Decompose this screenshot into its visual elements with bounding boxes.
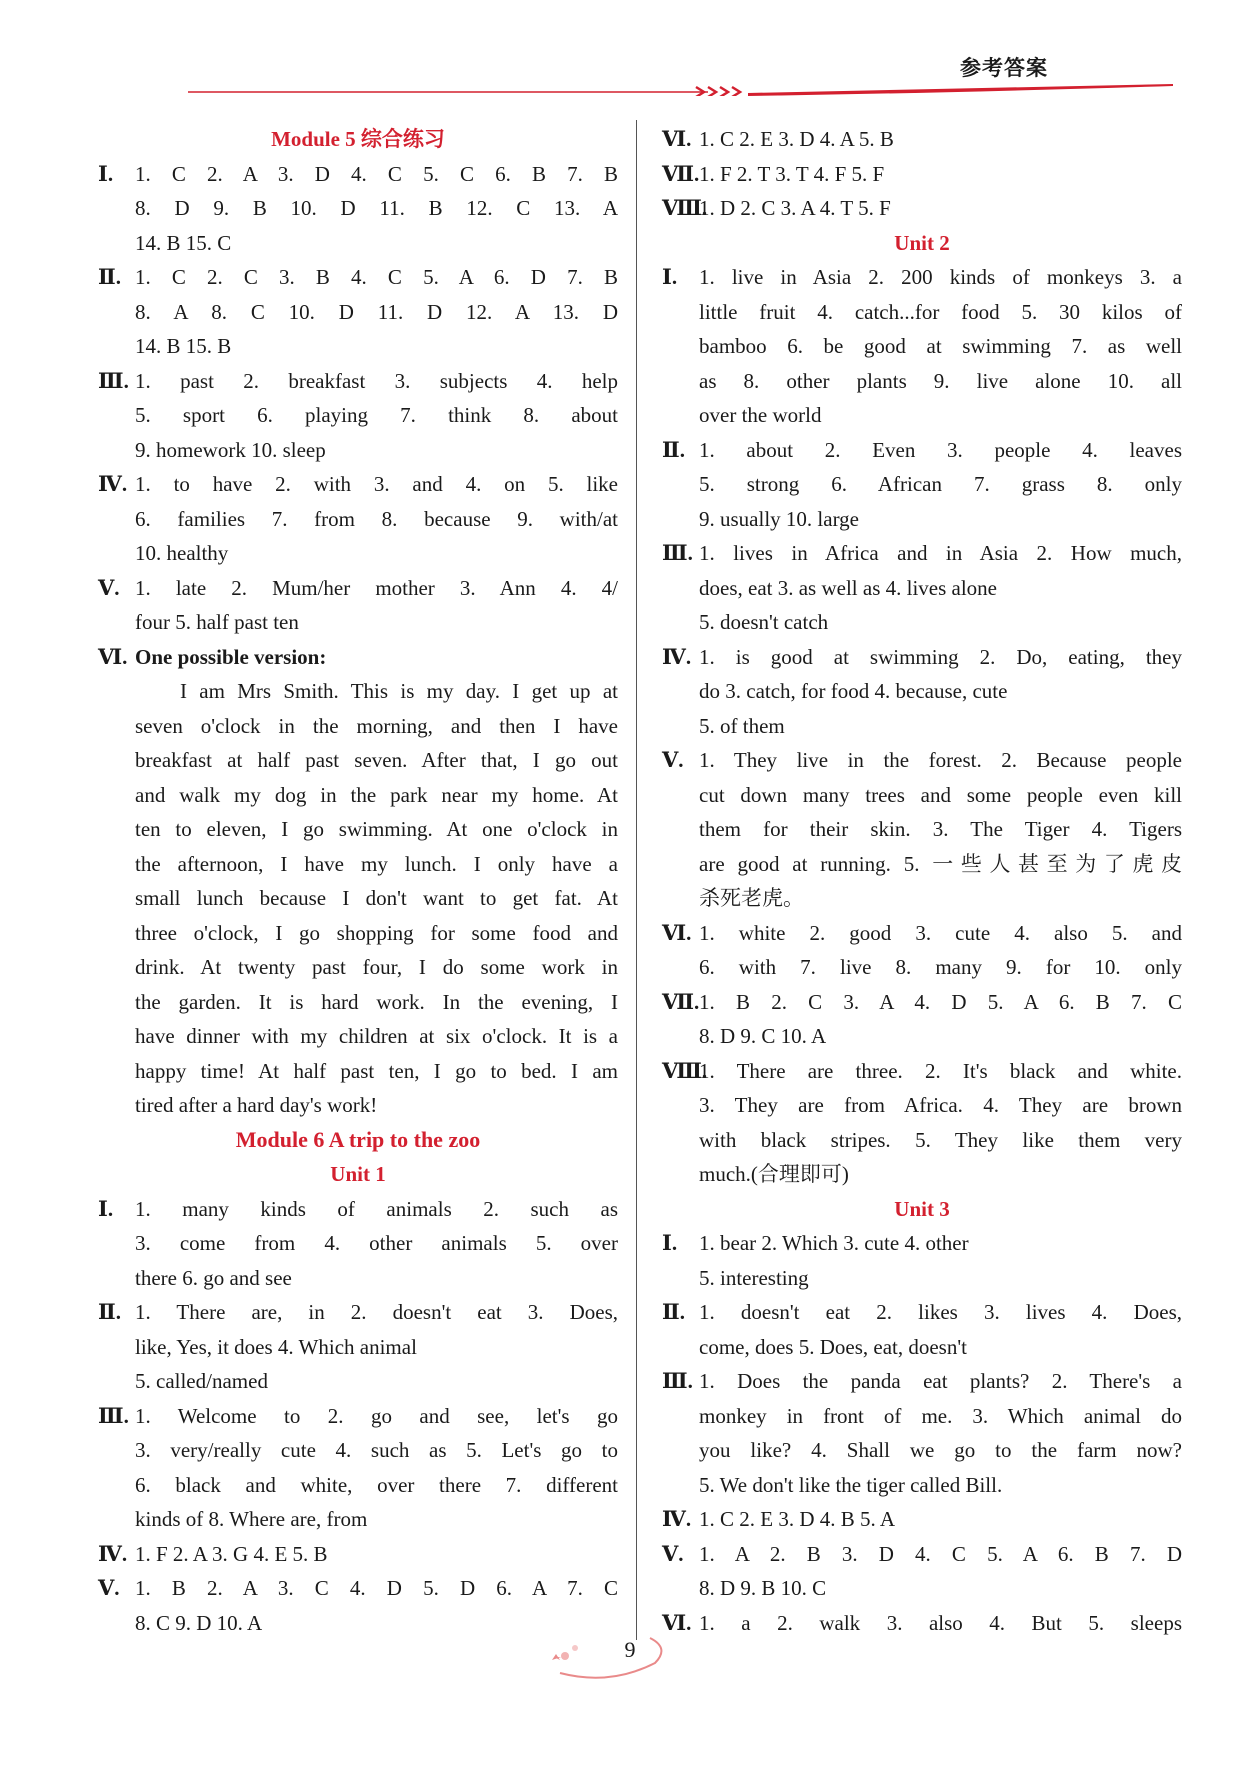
answer-line <box>98 157 618 192</box>
answer-text: them for their skin. 3. The Tiger 4. Tigers <box>699 817 1182 841</box>
essay-text: tired after a hard day's work! <box>135 1093 378 1117</box>
answer-text: 1. doesn't eat 2. likes 3. lives 4. Does, <box>699 1300 1182 1324</box>
exercise-number: Ⅴ. <box>98 575 120 600</box>
answer-text: 1. C 2. E 3. D 4. A 5. B <box>699 127 894 151</box>
exercise-number: Ⅱ. <box>662 1300 685 1324</box>
answer-text: 6. black and white, over there 7. different <box>135 1472 618 1497</box>
answer-text: monkey in front of me. 3. Which animal do <box>699 1403 1182 1428</box>
answer-text: 1. a 2. walk 3. also 4. But 5. sleeps <box>699 1610 1182 1635</box>
answer-line <box>662 743 1182 778</box>
exercise-number: Ⅴ. <box>98 1576 120 1600</box>
answer-text: 8. D 9. B 10. D 11. B 12. C 13. A <box>135 196 618 220</box>
answer-text: as 8. other plants 9. live alone 10. all <box>699 368 1182 393</box>
answer-text: 1. D 2. C 3. A 4. T 5. F <box>699 196 891 220</box>
answer-text: 6. families 7. from 8. because 9. with/at <box>135 506 618 531</box>
answer-text: are good at running. 5. 一些人甚至为了虎皮 <box>699 851 1182 876</box>
answer-line-continued <box>98 329 618 364</box>
answer-line-continued <box>98 1433 618 1468</box>
exercise-number: Ⅲ. <box>662 1369 693 1393</box>
answer-text: much.(合理即可) <box>699 1162 849 1186</box>
answer-text: do 3. catch, for food 4. because, cute <box>699 679 1008 703</box>
answer-text: 1. C 2. E 3. D 4. B 5. A <box>699 1507 896 1531</box>
answer-text: 1. about 2. Even 3. people 4. leaves <box>699 437 1182 462</box>
exercise-number: Ⅶ. <box>662 161 700 186</box>
right-column <box>662 122 1182 1640</box>
answer-text: over the world <box>699 403 822 427</box>
essay-line <box>98 812 618 847</box>
essay-text: happy time! At half past ten, I go to bed. I am <box>135 1058 618 1083</box>
answer-line <box>662 985 1182 1020</box>
answer-line-continued <box>662 467 1182 502</box>
answer-line <box>662 122 1182 157</box>
answer-text: 1. bear 2. Which 3. cute 4. other <box>699 1231 969 1255</box>
answer-line-continued <box>98 502 618 537</box>
answer-text: 6. with 7. live 8. many 9. for 10. only <box>699 955 1182 979</box>
essay-text: ten to eleven, I go swimming. At one o'clock in <box>135 817 618 841</box>
essay-text: three o'clock, I go shopping for some food and <box>135 920 618 945</box>
exercise-number: Ⅶ. <box>662 989 700 1014</box>
answer-line-continued <box>98 226 618 261</box>
answer-line-continued <box>662 881 1182 916</box>
essay-line <box>98 1054 618 1089</box>
essay-line <box>98 950 618 985</box>
answer-text: 8. A 8. C 10. D 11. D 12. A 13. D <box>135 299 618 324</box>
answer-text: 8. C 9. D 10. A <box>135 1610 263 1635</box>
exercise-number: Ⅷ. <box>662 1058 708 1083</box>
essay-text: small lunch because I don't want to get fat. At <box>135 886 618 910</box>
answer-text: you like? 4. Shall we go to the farm now? <box>699 1438 1182 1462</box>
answer-line-continued <box>662 1468 1182 1503</box>
answer-line <box>98 260 618 295</box>
answer-text: 1. Does the panda eat plants? 2. There's a <box>699 1369 1182 1393</box>
answer-line <box>662 536 1182 571</box>
page-number: 9 <box>624 1637 636 1662</box>
exercise-number: Ⅰ. <box>662 265 678 289</box>
answer-line <box>662 1054 1182 1089</box>
essay-text: the garden. It is hard work. In the evening, I <box>135 989 618 1014</box>
answer-line <box>662 1226 1182 1261</box>
answer-line-continued <box>662 1123 1182 1158</box>
answer-line <box>662 1606 1182 1641</box>
answer-text: 9. homework 10. sleep <box>135 437 326 462</box>
answer-line-continued <box>662 364 1182 399</box>
essay-line <box>98 916 618 951</box>
answer-text: 1. late 2. Mum/her mother 3. Ann 4. 4/ <box>135 575 618 600</box>
answer-line-continued <box>98 536 618 571</box>
section-heading: Module 5 综合练习 <box>271 127 445 151</box>
exercise-number: Ⅷ. <box>662 196 708 220</box>
essay-text: have dinner with my children at six o'clock. It is a <box>135 1024 618 1048</box>
answer-line-continued <box>662 709 1182 744</box>
exercise-number: Ⅱ. <box>98 1300 121 1324</box>
answer-line-continued <box>98 1330 618 1365</box>
answer-line <box>662 1502 1182 1537</box>
answer-line <box>98 571 618 606</box>
header-swoosh-decoration <box>188 84 1173 96</box>
answer-text: little fruit 4. catch...for food 5. 30 kilos of <box>699 299 1182 324</box>
exercise-number: Ⅴ. <box>662 748 684 772</box>
answer-line <box>662 191 1182 226</box>
answer-line <box>98 1192 618 1227</box>
answer-text: 1. They live in the forest. 2. Because people <box>699 748 1182 772</box>
exercise-number: Ⅵ. <box>662 920 692 945</box>
essay-line <box>98 881 618 916</box>
answer-line-continued <box>662 502 1182 537</box>
answer-text: 1. There are, in 2. doesn't eat 3. Does, <box>135 1300 618 1324</box>
answer-line-continued <box>662 295 1182 330</box>
answer-line-continued <box>662 571 1182 606</box>
answer-line <box>98 1399 618 1434</box>
answer-text: 5. We don't like the tiger called Bill. <box>699 1472 1003 1497</box>
essay-text: and walk my dog in the park near my home. At <box>135 782 618 807</box>
answer-line <box>662 1537 1182 1572</box>
answer-line-continued <box>662 1399 1182 1434</box>
exercise-number: Ⅰ. <box>98 1196 114 1221</box>
answer-line <box>662 157 1182 192</box>
answer-line <box>98 1537 618 1572</box>
essay-text: breakfast at half past seven. After that, I go out <box>135 748 618 772</box>
answer-text: come, does 5. Does, eat, doesn't <box>699 1334 967 1359</box>
answer-line <box>98 1571 618 1606</box>
answer-line-continued <box>98 1364 618 1399</box>
header-title: 参考答案 <box>960 56 1048 80</box>
answer-line-continued <box>662 950 1182 985</box>
exercise-number: Ⅴ. <box>662 1541 684 1566</box>
answer-text: 9. usually 10. large <box>699 506 860 531</box>
essay-text: drink. At twenty past four, I do some work in <box>135 955 618 979</box>
essay-line <box>98 847 618 882</box>
answer-line <box>662 640 1182 675</box>
answer-line-continued <box>662 847 1182 882</box>
answer-line-continued <box>662 605 1182 640</box>
section-heading: Unit 3 <box>894 1196 950 1221</box>
answer-text: cut down many trees and some people even kill <box>699 782 1182 807</box>
essay-text: I am Mrs Smith. This is my day. I get up at <box>180 679 618 703</box>
answer-line <box>662 916 1182 951</box>
answer-text: like, Yes, it does 4. Which animal <box>135 1334 417 1359</box>
answer-text: 3. come from 4. other animals 5. over <box>135 1231 618 1255</box>
answer-text: 1. F 2. A 3. G 4. E 5. B <box>135 1541 328 1566</box>
answer-text: 1. is good at swimming 2. Do, eating, they <box>699 644 1182 669</box>
answer-text: 1. B 2. C 3. A 4. D 5. A 6. B 7. C <box>699 989 1182 1014</box>
answer-text: 1. C 2. A 3. D 4. C 5. C 6. B 7. B <box>135 161 618 186</box>
answer-line <box>98 640 618 675</box>
answer-line-continued <box>662 398 1182 433</box>
answer-text: 8. D 9. B 10. C <box>699 1576 827 1600</box>
answer-text: 3. They are from Africa. 4. They are brown <box>699 1093 1182 1117</box>
essay-line <box>98 1019 618 1054</box>
section-heading: Unit 2 <box>894 230 950 255</box>
answer-text: 10. healthy <box>135 541 229 565</box>
answer-line-continued <box>98 605 618 640</box>
answer-line-continued <box>662 1261 1182 1296</box>
answer-line-continued <box>662 778 1182 813</box>
exercise-number: Ⅲ. <box>662 541 693 565</box>
essay-line <box>98 1088 618 1123</box>
answer-line-continued <box>662 812 1182 847</box>
answer-line <box>662 1364 1182 1399</box>
answer-text: 1. F 2. T 3. T 4. F 5. F <box>699 161 885 186</box>
answer-line-continued <box>662 1571 1182 1606</box>
answer-text: 1. past 2. breakfast 3. subjects 4. help <box>135 368 618 393</box>
answer-line <box>662 433 1182 468</box>
answer-line-continued <box>662 329 1182 364</box>
exercise-number: Ⅱ. <box>98 265 121 289</box>
essay-line <box>98 743 618 778</box>
section-heading: Unit 1 <box>330 1162 386 1186</box>
answer-line-continued <box>98 1468 618 1503</box>
essay-text: the afternoon, I have my lunch. I only have a <box>135 851 618 876</box>
answer-text: 14. B 15. C <box>135 230 232 255</box>
essay-text: seven o'clock in the morning, and then I have <box>135 713 618 738</box>
answer-line-continued <box>662 1433 1182 1468</box>
exercise-number: Ⅳ. <box>662 644 692 669</box>
answer-line-continued <box>98 295 618 330</box>
exercise-number: Ⅰ. <box>662 1231 678 1255</box>
answer-text: 1. live in Asia 2. 200 kinds of monkeys 3. a <box>699 265 1182 289</box>
answer-line <box>98 364 618 399</box>
answer-text: bamboo 6. be good at swimming 7. as well <box>699 334 1182 358</box>
essay-line <box>98 778 618 813</box>
answer-line-continued <box>98 1261 618 1296</box>
exercise-number: Ⅰ. <box>98 161 114 186</box>
answer-text: 5. doesn't catch <box>699 610 829 634</box>
answer-line-continued <box>98 433 618 468</box>
answer-text: four 5. half past ten <box>135 610 299 634</box>
answer-line-continued <box>98 1502 618 1537</box>
exercise-number: Ⅵ. <box>98 644 128 669</box>
essay-line <box>98 709 618 744</box>
exercise-number: Ⅵ. <box>662 127 692 151</box>
answer-text: does, eat 3. as well as 4. lives alone <box>699 575 997 600</box>
answer-line-continued <box>662 1088 1182 1123</box>
left-column <box>98 122 618 1640</box>
essay-line <box>98 674 618 709</box>
section-heading: Module 6 A trip to the zoo <box>235 1126 481 1152</box>
answer-text: there 6. go and see <box>135 1265 292 1290</box>
exercise-number: Ⅱ. <box>662 437 685 462</box>
essay-line <box>98 985 618 1020</box>
answer-line-continued <box>98 1226 618 1261</box>
exercise-number: Ⅲ. <box>98 1403 129 1428</box>
exercise-number: Ⅵ. <box>662 1610 692 1635</box>
answer-line-continued <box>98 191 618 226</box>
answer-text: 1. lives in Africa and in Asia 2. How much, <box>699 541 1182 565</box>
answer-text: 杀死老虎。 <box>699 886 804 910</box>
answer-text: 5. of them <box>699 713 785 738</box>
answer-text: 5. interesting <box>699 1265 809 1290</box>
answer-text: 1. Welcome to 2. go and see, let's go <box>135 1403 618 1428</box>
answer-line <box>662 1295 1182 1330</box>
column-divider <box>636 120 637 1640</box>
answer-line <box>662 260 1182 295</box>
answer-text: 1. C 2. C 3. B 4. C 5. A 6. D 7. B <box>135 265 618 289</box>
answer-text: 8. D 9. C 10. A <box>699 1024 827 1048</box>
answer-line-continued <box>662 1019 1182 1054</box>
answer-line <box>98 1295 618 1330</box>
exercise-number: Ⅳ. <box>98 1541 128 1566</box>
answer-text: 1. There are three. 2. It's black and white. <box>699 1058 1182 1083</box>
answer-line-continued <box>662 1330 1182 1365</box>
answer-text: 1. many kinds of animals 2. such as <box>135 1196 618 1221</box>
answer-line-continued <box>98 398 618 433</box>
exercise-number: Ⅲ. <box>98 368 129 393</box>
answer-line-continued <box>662 674 1182 709</box>
answer-line-continued <box>662 1157 1182 1192</box>
answer-text: 1. white 2. good 3. cute 4. also 5. and <box>699 920 1182 945</box>
answer-line <box>98 467 618 502</box>
answer-text: kinds of 8. Where are, from <box>135 1507 368 1531</box>
answer-text: One possible version: <box>135 644 327 669</box>
answer-text: 14. B 15. B <box>135 334 232 358</box>
answer-text: with black stripes. 5. They like them very <box>699 1127 1182 1152</box>
exercise-number: Ⅳ. <box>98 472 128 496</box>
answer-text: 1. A 2. B 3. D 4. C 5. A 6. B 7. D <box>699 1541 1182 1566</box>
answer-text: 1. B 2. A 3. C 4. D 5. D 6. A 7. C <box>135 1576 618 1600</box>
answer-text: 5. sport 6. playing 7. think 8. about <box>135 403 618 427</box>
answer-text: 1. to have 2. with 3. and 4. on 5. like <box>135 472 618 496</box>
answer-text: 5. called/named <box>135 1369 268 1393</box>
exercise-number: Ⅳ. <box>662 1507 692 1531</box>
answer-text: 3. very/really cute 4. such as 5. Let's go to <box>135 1438 618 1462</box>
answer-text: 5. strong 6. African 7. grass 8. only <box>699 472 1182 496</box>
